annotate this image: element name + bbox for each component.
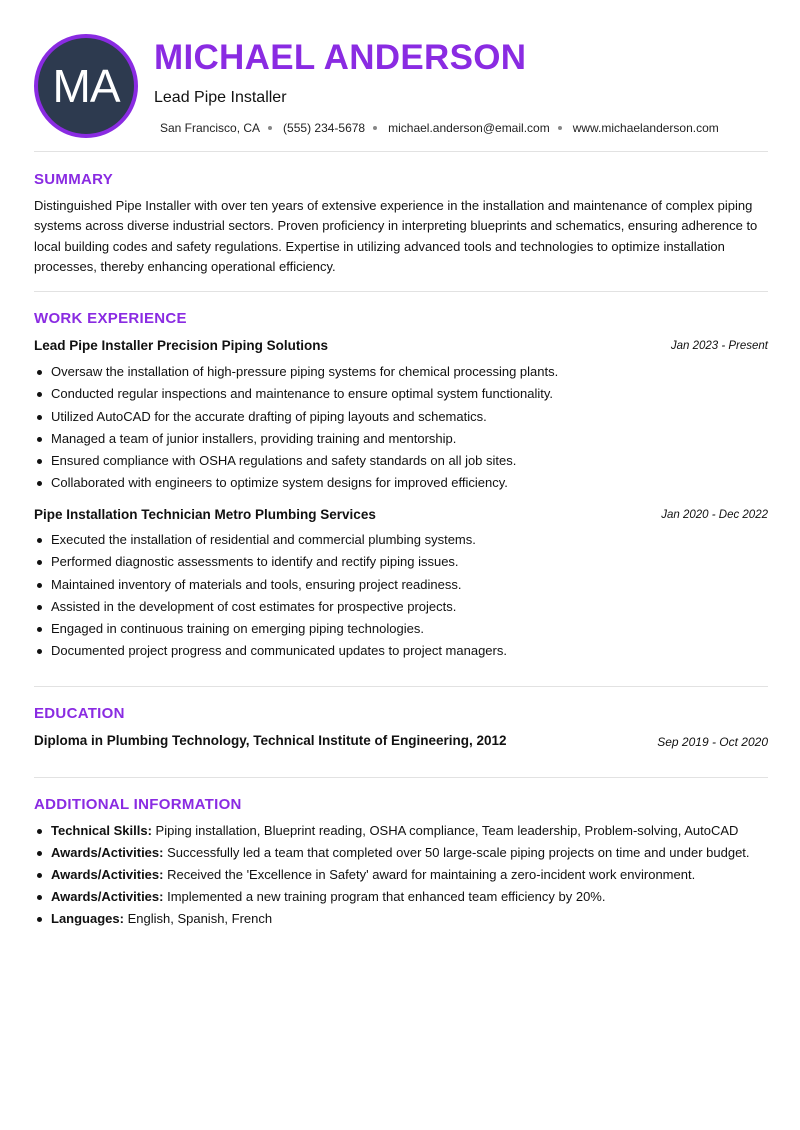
education-degree: Diploma in Plumbing Technology, Technical Institute of Engineering, 2012 — [34, 733, 507, 748]
list-item — [34, 910, 768, 928]
list-item: Engaged in continuous training on emerging piping technologies. — [34, 620, 768, 642]
job-title: Pipe Installation Technician Metro Plumbing Services — [34, 507, 376, 522]
list-item: Oversaw the installation of high-pressure piping systems for chemical processing plants. — [34, 363, 768, 385]
additional-heading: ADDITIONAL INFORMATION — [34, 796, 242, 813]
list-item — [34, 822, 768, 840]
avatar-initials: MA — [52, 60, 120, 112]
summary-heading: SUMMARY — [34, 171, 114, 188]
job-bullets — [34, 363, 768, 497]
list-item — [34, 866, 768, 884]
additional-list — [34, 822, 768, 932]
list-item: Utilized AutoCAD for the accurate drafting of piping layouts and schematics. — [34, 408, 768, 430]
list-item: Ensured compliance with OSHA regulations and safety standards on all job sites. — [34, 452, 768, 474]
divider — [34, 777, 768, 778]
job-header — [34, 338, 768, 356]
contact-email[interactable]: michael.anderson@email.com — [388, 121, 550, 135]
info-text: Implemented a new training program that enhanced team efficiency by 20%. — [163, 889, 606, 904]
summary-text: Distinguished Pipe Installer with over ten years of extensive experience in the installation and maintenance of complex piping systems across diverse industrial sectors. Proven proficiency in interpreting blueprints and schematics, ensuring adherence to local building codes and safety regulations. Expertise in utilizing advanced tools and technologies to optimize installation processes, thereby enhancing operational efficiency. — [34, 198, 758, 274]
list-item: Conducted regular inspections and maintenance to ensure optimal system functionality. — [34, 385, 768, 407]
info-text: Successfully led a team that completed over 50 large-scale piping projects on time and under budget. — [163, 845, 750, 860]
list-item: Performed diagnostic assessments to identify and rectify piping issues. — [34, 553, 768, 575]
info-text: English, Spanish, French — [123, 911, 273, 926]
info-text: Piping installation, Blueprint reading, OSHA compliance, Team leadership, Problem-solving, AutoCAD — [151, 823, 739, 838]
info-label: Awards/Activities: — [51, 845, 164, 860]
info-label: Awards/Activities: — [51, 867, 164, 882]
candidate-name: MICHAEL ANDERSON — [154, 38, 527, 77]
education-entry — [34, 733, 768, 751]
resume-header — [34, 34, 768, 138]
education-heading: EDUCATION — [34, 705, 125, 722]
list-item — [34, 888, 768, 906]
contact-bar — [160, 121, 719, 135]
separator-dot-icon — [373, 126, 377, 130]
list-item: Documented project progress and communicated updates to project managers. — [34, 642, 768, 664]
contact-website[interactable]: www.michaelanderson.com — [572, 121, 719, 135]
contact-phone: (555) 234-5678 — [283, 121, 366, 135]
job-title: Lead Pipe Installer Precision Piping Solutions — [34, 338, 329, 353]
list-item — [34, 844, 768, 862]
list-item: Collaborated with engineers to optimize system designs for improved efficiency. — [34, 474, 768, 496]
info-label: Technical Skills: — [51, 823, 152, 838]
info-label: Awards/Activities: — [51, 889, 164, 904]
separator-dot-icon — [558, 126, 562, 130]
job-date: Jan 2020 - Dec 2022 — [661, 509, 768, 521]
info-text: Received the 'Excellence in Safety' award for maintaining a zero-incident work environment. — [163, 867, 696, 882]
education-date: Sep 2019 - Oct 2020 — [657, 735, 768, 749]
list-item: Maintained inventory of materials and tools, ensuring project readiness. — [34, 576, 768, 598]
contact-location: San Francisco, CA — [160, 121, 261, 135]
experience-heading: WORK EXPERIENCE — [34, 310, 187, 327]
avatar — [34, 34, 138, 138]
job-date: Jan 2023 - Present — [670, 340, 768, 352]
info-label: Languages: — [51, 911, 124, 926]
separator-dot-icon — [268, 126, 272, 130]
divider — [34, 291, 768, 292]
list-item: Executed the installation of residential and commercial plumbing systems. — [34, 531, 768, 553]
divider — [34, 151, 768, 152]
divider — [34, 686, 768, 687]
list-item: Assisted in the development of cost estimates for prospective projects. — [34, 598, 768, 620]
candidate-title: Lead Pipe Installer — [154, 89, 287, 106]
job-header — [34, 507, 768, 525]
list-item: Managed a team of junior installers, providing training and mentorship. — [34, 430, 768, 452]
job-bullets — [34, 531, 768, 665]
